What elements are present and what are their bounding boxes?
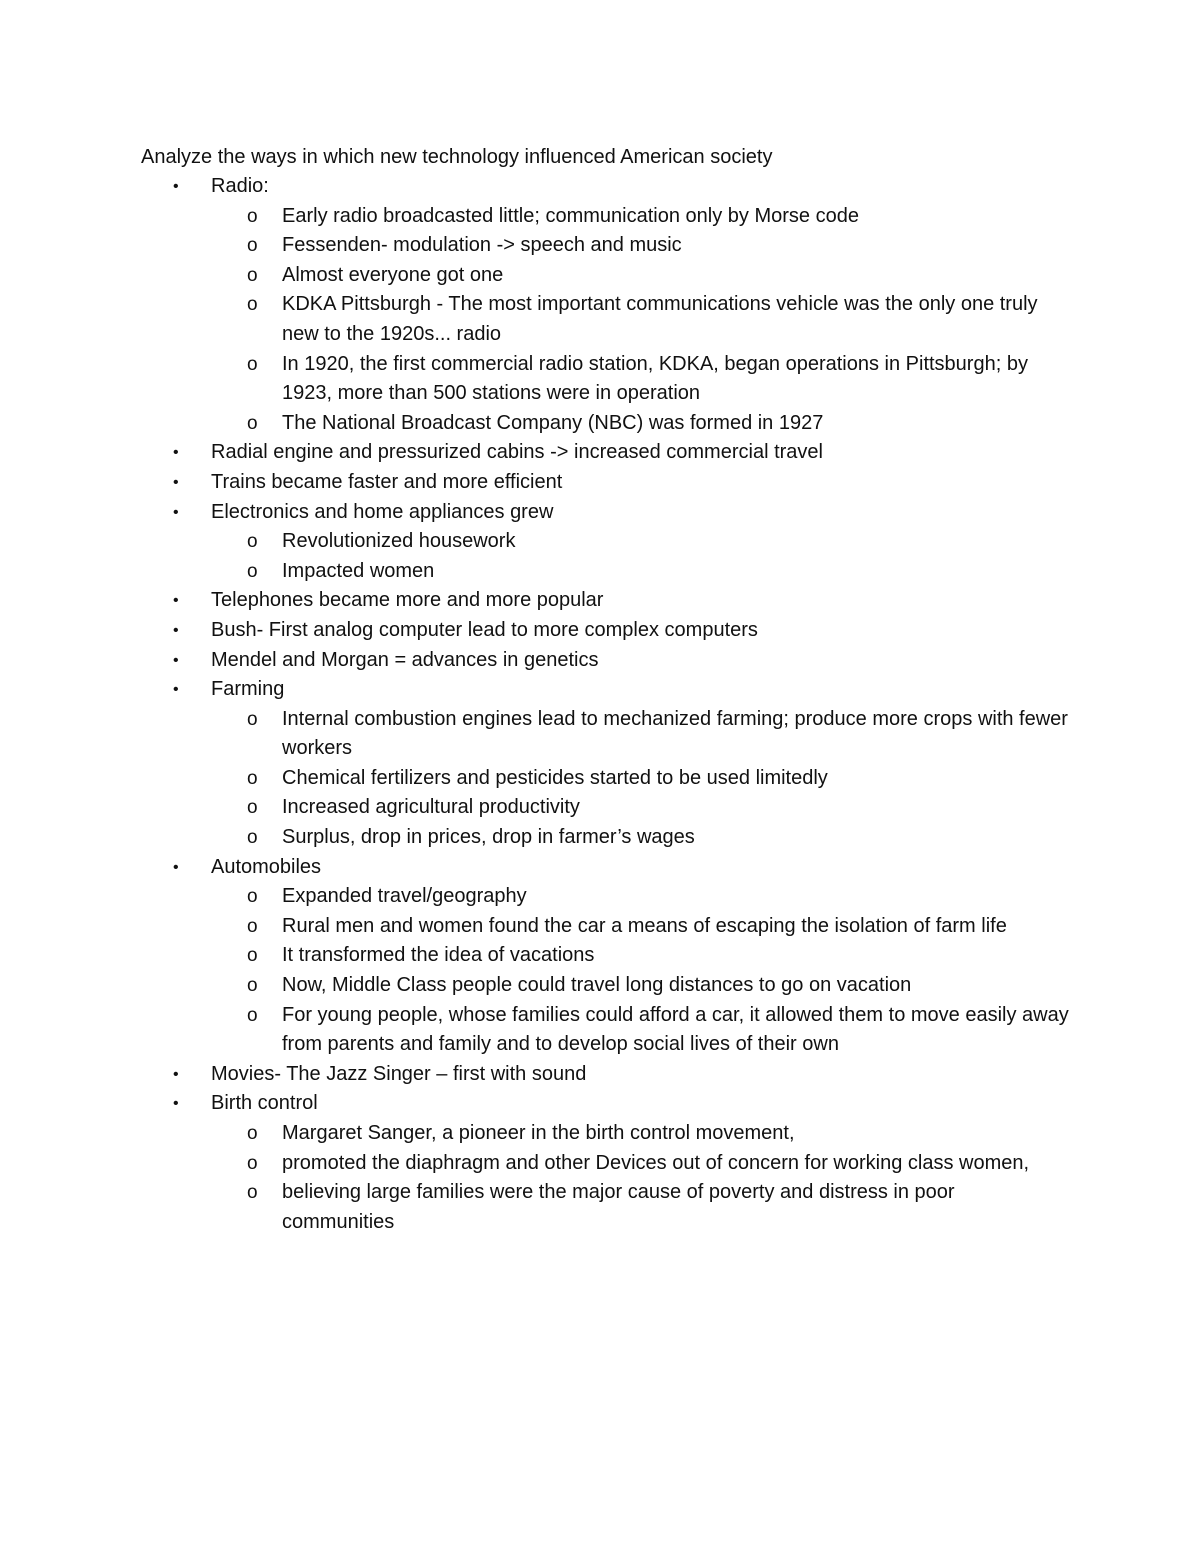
sub-bullet-marker: o [247,205,258,227]
list-item [0,438,1200,468]
sub-list-item [0,261,1200,291]
sub-list-item [0,409,1200,439]
sub-bullet-marker: o [247,353,258,375]
sub-list-item [0,1001,1200,1060]
list-item [0,616,1200,646]
sub-list-item-text: Internal combustion engines lead to mechanized farming; produce more crops with fewer workers [282,707,1068,760]
sub-list-item [0,1149,1200,1179]
sub-list-item [0,971,1200,1001]
list-item [0,468,1200,498]
list-item-text: Movies- The Jazz Singer – first with sound [211,1062,587,1085]
sub-list-item [0,823,1200,853]
sub-bullet-marker: o [247,1004,258,1026]
sub-list-item-text: For young people, whose families could afford a car, it allowed them to move easily away from parents and family and to develop social lives of their own [282,1003,1069,1056]
sub-list-item [0,557,1200,587]
sub-list-item-text: Chemical fertilizers and pesticides started to be used limitedly [282,766,828,789]
bullet-marker: • [173,621,179,639]
list-item-text: Radial engine and pressurized cabins -> increased commercial travel [211,441,823,464]
bullet-marker: • [173,503,179,521]
sub-list-item [0,231,1200,261]
bullet-marker: • [173,1095,179,1113]
list-item-text: Automobiles [211,855,322,878]
list-item [0,646,1200,676]
sub-list-item-text: Impacted women [282,559,435,582]
list-item [0,853,1200,883]
sub-list-item-text: KDKA Pittsburgh - The most important communications vehicle was the only one truly new to the 1920s... radio [282,293,1038,345]
list-item [0,1089,1200,1119]
list-item-text: Farming [211,678,285,701]
sub-list-item-text: Margaret Sanger, a pioneer in the birth control movement, [282,1122,795,1144]
list-item-text: Radio: [211,175,269,197]
list-item [0,172,1200,202]
bullet-marker: • [173,1065,179,1083]
sub-bullet-marker: o [247,886,258,908]
sub-list-item-text: It transformed the idea of vacations [282,944,595,967]
sub-bullet-marker: o [247,767,258,789]
bullet-marker: • [173,681,179,699]
bullet-outline [0,172,1200,1237]
sub-list-item [0,1119,1200,1149]
list-item-text: Bush- First analog computer lead to more complex computers [211,618,758,641]
list-item-text: Trains became faster and more efficient [211,470,563,493]
sub-list-item-text: believing large families were the major cause of poverty and distress in poor communities [282,1181,955,1233]
sub-list-item [0,912,1200,942]
sub-list-item-text: Now, Middle Class people could travel long distances to go on vacation [282,974,912,997]
sub-bullet-marker: o [247,235,258,257]
sub-list-item-text: Revolutionized housework [282,530,516,553]
sub-list-item [0,793,1200,823]
sub-list-item [0,941,1200,971]
sub-list-item-text: In 1920, the first commercial radio station, KDKA, began operations in Pittsburgh; by 1923, more than 500 stations were in operation [282,352,1028,405]
bullet-marker: • [173,858,179,876]
sub-bullet-marker: o [247,827,258,849]
bullet-marker: • [173,592,179,610]
sub-list-item [0,202,1200,232]
sub-bullet-marker: o [247,531,258,553]
list-item-text: Telephones became more and more popular [211,589,604,612]
bullet-marker: • [173,473,179,491]
sub-list-item-text: The National Broadcast Company (NBC) was formed in 1927 [282,411,824,434]
sub-list-item-text: Increased agricultural productivity [282,796,580,819]
sub-list-item [0,527,1200,557]
sub-bullet-marker: o [247,560,258,582]
list-item [0,675,1200,705]
sub-bullet-marker: o [247,264,258,286]
list-item-text: Electronics and home appliances grew [211,500,554,523]
sub-bullet-marker: o [247,915,258,937]
bullet-marker: • [173,444,179,462]
list-item-text: Mendel and Morgan = advances in genetics [211,648,599,671]
list-item [0,586,1200,616]
sub-bullet-marker: o [247,945,258,967]
sub-bullet-marker: o [247,412,258,434]
list-item [0,1060,1200,1090]
sub-list-item [0,290,1200,349]
sub-bullet-marker: o [247,975,258,997]
sub-list-item-text: Early radio broadcasted little; communication only by Morse code [282,204,859,227]
sub-bullet-marker: o [247,1123,258,1144]
list-item-text: Birth control [211,1092,318,1115]
sub-bullet-marker: o [247,1152,258,1174]
page-title: Analyze the ways in which new technology influenced American society [141,146,773,168]
sub-list-item [0,882,1200,912]
sub-list-item-text: Surplus, drop in prices, drop in farmer’s wages [282,826,695,849]
sub-bullet-marker: o [247,708,258,730]
sub-bullet-marker: o [247,797,258,819]
sub-bullet-marker: o [247,294,258,316]
sub-bullet-marker: o [247,1182,258,1204]
sub-list-item [0,764,1200,794]
sub-list-item-text: Rural men and women found the car a means of escaping the isolation of farm life [282,914,1007,937]
sub-list-item [0,1178,1200,1237]
sub-list-item [0,705,1200,764]
bullet-marker: • [173,178,179,195]
sub-list-item [0,350,1200,409]
sub-list-item-text: Expanded travel/geography [282,885,527,908]
sub-list-item-text: Fessenden- modulation -> speech and music [282,234,682,257]
bullet-marker: • [173,651,179,669]
list-item [0,498,1200,528]
sub-list-item-text: Almost everyone got one [282,263,504,286]
sub-list-item-text: promoted the diaphragm and other Devices out of concern for working class women, [282,1151,1030,1174]
